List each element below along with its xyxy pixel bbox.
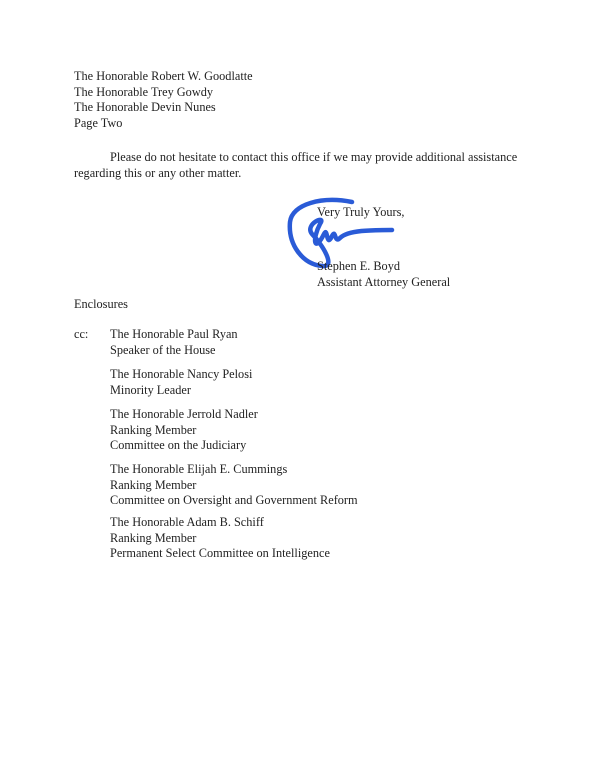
cc-line: Committee on Oversight and Government Reform xyxy=(110,493,358,507)
cc-recipient xyxy=(110,367,252,398)
closing xyxy=(317,205,404,221)
cc-line: The Honorable Elijah E. Cummings xyxy=(110,462,288,476)
salutation: Very Truly Yours, xyxy=(317,205,405,219)
cc-line: The Honorable Paul Ryan xyxy=(110,327,238,341)
cc-line: Speaker of the House xyxy=(110,342,216,357)
cc-recipient xyxy=(110,327,238,358)
cc-line: The Honorable Nancy Pelosi xyxy=(110,367,253,381)
cc-line: Permanent Select Committee on Intelligence xyxy=(110,546,330,560)
signer-block xyxy=(317,259,450,290)
cc-recipient xyxy=(110,515,330,562)
cc-recipient xyxy=(110,462,358,509)
cc-recipient xyxy=(110,407,258,454)
signer-title: Assistant Attorney General xyxy=(317,274,451,289)
signer-name: Stephen E. Boyd xyxy=(317,259,400,273)
enclosures-label: Enclosures xyxy=(74,297,128,311)
enclosures xyxy=(74,297,128,313)
cc-line: The Honorable Jerrold Nadler xyxy=(110,407,258,421)
body-paragraph xyxy=(74,150,517,181)
cc-line: Ranking Member xyxy=(110,477,197,492)
page-number: Page Two xyxy=(74,115,123,130)
header-line: The Honorable Robert W. Goodlatte xyxy=(74,69,253,83)
cc-line: Ranking Member xyxy=(110,422,197,437)
cc-line: Minority Leader xyxy=(110,382,191,397)
paragraph-line: Please do not hesitate to contact this office if we may provide additional assistance xyxy=(110,150,518,164)
header-line: The Honorable Trey Gowdy xyxy=(74,84,214,99)
recipient-header xyxy=(74,69,253,131)
cc-label: cc: xyxy=(74,327,89,341)
paragraph-line: regarding this or any other matter. xyxy=(74,165,242,180)
cc-line: The Honorable Adam B. Schiff xyxy=(110,515,264,529)
cc-line: Committee on the Judiciary xyxy=(110,438,247,452)
header-line: The Honorable Devin Nunes xyxy=(74,100,216,114)
cc-line: Ranking Member xyxy=(110,530,197,545)
